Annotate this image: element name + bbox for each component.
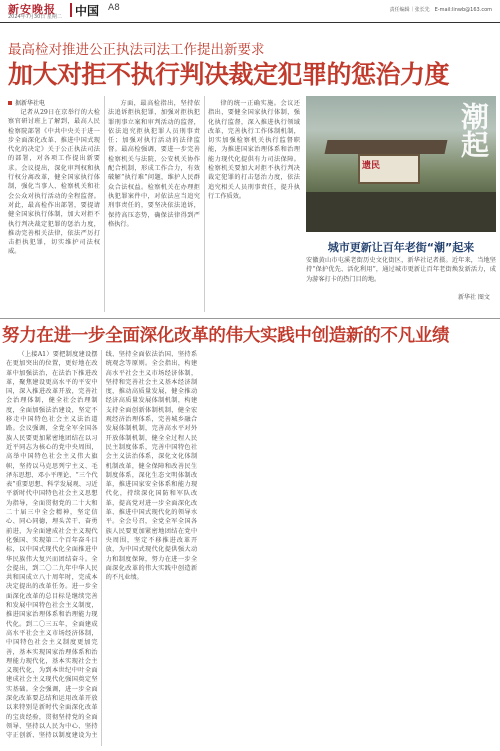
building-roof [325, 140, 448, 154]
article1-paragraph-1: 记者从29日在京举行的大检察官研讨班上了解到，最高人民检察院部署《中共中央关于进一步全面深化改革、推进中国式现代化的决定》关于公正执法司法的部署，对各项工作提出新要求。会议提出，深化审判权和执行权分离改革，健全国家执行体制，强化当事人、检察机关和社会公众对执行活动的全程监督。对此，最高检作出部署，要提请健全国家执行体制，加大对拒不执行判决裁定犯罪的惩治力度，推动完善相关法律，依法严厉打击拒执犯罪，切实维护司法权威。 [8, 109, 100, 256]
photo-overlay-text: 潮起 [457, 102, 490, 158]
article1-column-1 [8, 108, 100, 312]
section-name: 中国 [75, 4, 100, 18]
article2-body [6, 350, 496, 746]
photo-title: 城市更新让百年老街“潮”起来 [327, 241, 475, 254]
issue-date: 2024年7月30日 星期二 [8, 14, 62, 20]
editor-credits: 责任编辑｜张长先 E-mail:linwb@163.com [389, 7, 492, 13]
article1-column-2 [108, 99, 200, 312]
page-number: A8 [108, 3, 120, 13]
street-ground [306, 192, 496, 232]
article1-subtitle: 最高检对推进公正执法司法工作提出新要求 [8, 42, 265, 58]
article2-text: （上接A1）要把制度建设摆在更加突出的位置，更好地在改革中加强法治，在法治下推进改革，聚焦建设更高水平的平安中国，深入推进改革开放，完善社会治理体制，健全社会治理制度，全面加强法治建设，坚定不移走中国特色社会主义法治道路。会议强调，全党全军全国各族人民要更加紧密地团结在以习近平同志为核心的党中央周围，高举中国特色社会主义伟大旗帜，坚持以马克思列宁主义、毛泽东思想、邓小平理论、“三个代表”重要思想、科学发展观、习近平新时代中国特色社会主义思想为指导，全面贯彻党的二十大和二十届三中全会精神，坚定信心、同心同德，埋头苦干、奋勇前进，为全面建成社会主义现代化强国、实现第二个百年奋斗目标，以中国式现代化全面推进中华民族伟大复兴而团结奋斗。全会提出，到二〇二九年中华人民共和国成立八十周年时，完成本决定提出的改革任务。进一步全面深化改革的总目标是继续完善和发展中国特色社会主义制度，推进国家治理体系和治理能力现代化。到二〇三五年，全面建成高水平社会主义市场经济体制，中国特色社会主义制度更加完善，基本实现国家治理体系和治理能力现代化，基本实现社会主义现代化，为到本世纪中叶全面建成社会主义现代化强国奠定坚实基础。全会强调，进一步全面深化改革要总结和运用改革开放以来特别是新时代全面深化改革的宝贵经验，贯彻坚持党的全面领导、坚持以人民为中心、坚持守正创新、坚持以制度建设为主线、坚持全面依法治国、坚持系统观念等原则。全会指出，构建高水平社会主义市场经济体制，坚持和完善社会主义基本经济制度，推动高质量发展，健全推动经济高质量发展体制机制，构建支持全面创新体制机制，健全宏观经济治理体系，完善城乡融合发展体制机制，完善高水平对外开放体制机制，健全全过程人民民主制度体系，完善中国特色社会主义法治体系，深化文化体制机制改革，健全保障和改善民生制度体系，深化生态文明体制改革，推进国家安全体系和能力现代化，持续深化国防和军队改革，提高党对进一步全面深化改革、推进中国式现代化的领导水平。全会号召，全党全军全国各族人民要更加紧密地团结在党中央周围，坚定不移推进改革开放，为中国式现代化提供强大动力和制度保障，努力在进一步全面深化改革的伟大实践中创造新的不凡业绩。 [6, 351, 198, 740]
column-rule [204, 96, 205, 312]
article1-paragraph-2: 方面，最高检指出，坚持依法追诉拒执犯罪，加强对拒执犯罪刑事立案和审判活动的监督，依法追究拒执犯罪人员刑事责任；加强对执行活动的法律监督。最高检强调，要进一步完善检察机关与法院、公安机关协作配合机制，形成工作合力，有效破解“执行难”问题，维护人民群众合法权益。检察机关在办理拒执犯罪案件中，对依法应当追究刑事责任的，要坚决依法追诉，保持高压态势，确保法律得到严格执行。 [108, 100, 200, 228]
section-divider [0, 318, 500, 319]
photo-credit: 新华社 图文 [458, 294, 490, 301]
byline-text: 据新华社电 [15, 100, 46, 107]
article1-byline [8, 98, 45, 107]
newspaper-logo: 新安晚报 [8, 3, 56, 16]
section-marker [70, 3, 72, 17]
column-rule [104, 96, 105, 312]
article2-headline: 努力在进一步全面深化改革的伟大实践中创造新的不凡业绩 [2, 326, 450, 346]
old-street-photo [306, 96, 496, 232]
shop-sign-text: 遗民 [362, 161, 381, 171]
masthead [0, 0, 500, 23]
byline-marker [8, 101, 12, 105]
photo-caption: 安徽黄山市屯溪老街历史文化街区，新华社记者摄。近年来，当地坚持“保护优先、活化利用”，通过城市更新让百年老街焕发新活力，成为游客打卡的热门目的地。 [306, 257, 496, 283]
article1-column-3 [208, 99, 300, 312]
article1-headline: 加大对拒不执行判决裁定犯罪的惩治力度 [8, 60, 450, 89]
article1-paragraph-3: 律的统一正确实施。会议还指出，要健全国家执行体制，强化执行监督，深入推进执行领域改革，完善执行工作体制机制，切实加强检察机关执行监督职能，为推进国家治理体系和治理能力现代化提供有力司法保障。检察机关要加大对拒不执行判决裁定犯罪的打击惩治力度，依法追究相关人员刑事责任，提升执行工作质效。 [208, 100, 300, 200]
